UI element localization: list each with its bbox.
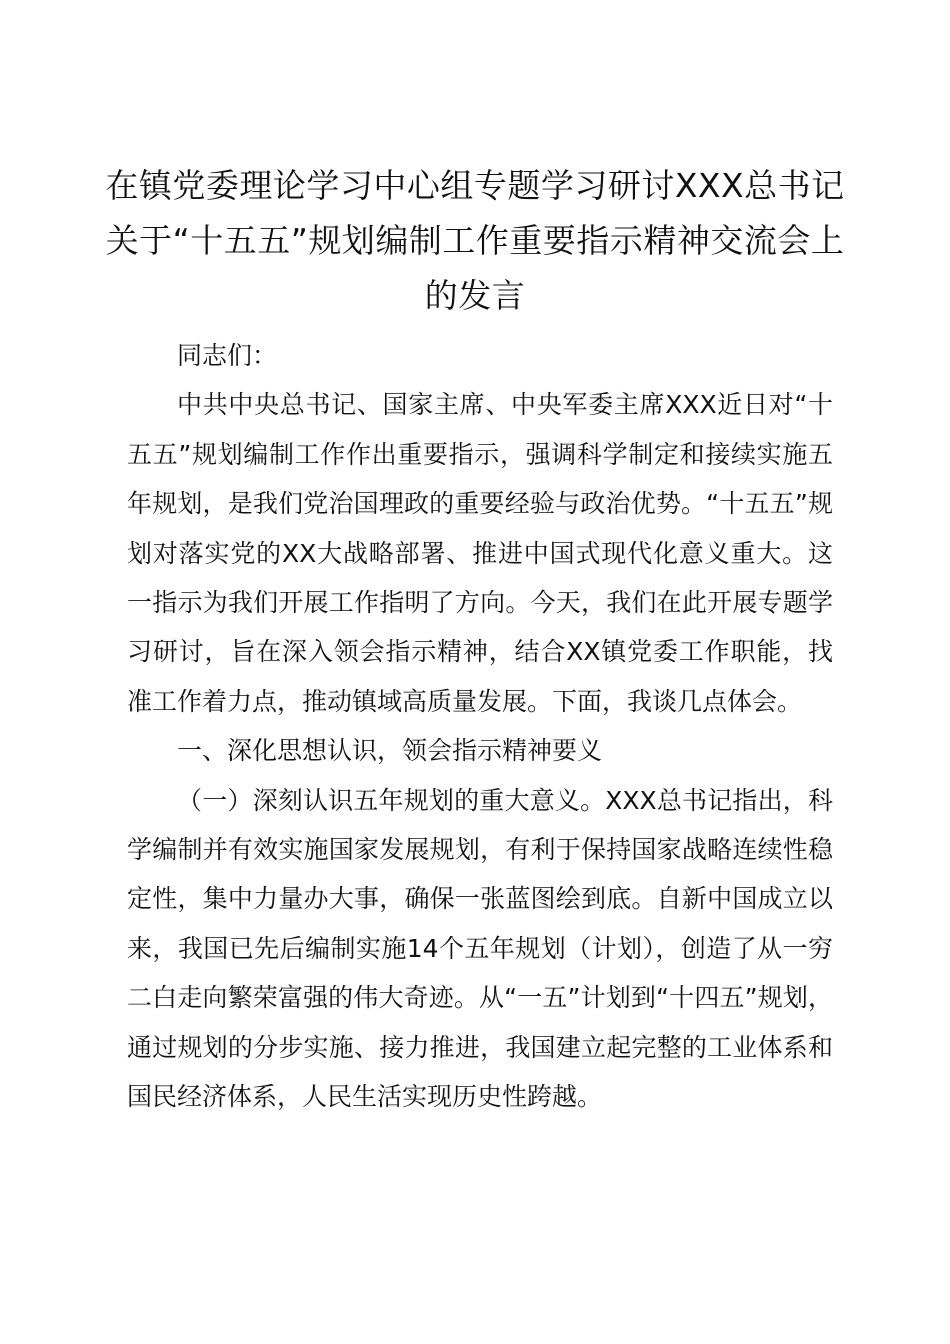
section-1-paragraph-1: （一）深刻认识五年规划的重大意义。XXX总书记指出，科学编制并有效实施国家发展规划，有利于保持国家战略连续性稳定性，集中力量办大事，确保一张蓝图绘到底。自新中国成立以来，我国已先后编制实施14个五年规划（计划），创造了从一穷二白走向繁荣富强的伟大奇迹。从“一五”计划到“十四五”规划，通过规划的分步实施、接力推进，我国建立起完整的工业体系和国民经济体系，人民生活实现历史性跨越。	[127, 785, 833, 1112]
section-heading-1: 一、深化思想认识，领会指示精神要义	[177, 736, 603, 766]
document-body	[127, 331, 833, 1122]
intro-paragraph: 中共中央总书记、国家主席、中央军委主席XXX近日对“十五五”规划编制工作作出重要指示，强调科学制定和接续实施五年规划，是我们党治国理政的重要经验与政治优势。“十五五”规划对落实党的XX大战略部署、推进中国式现代化意义重大。这一指示为我们开展工作指明了方向。今天，我们在此开展专题学习研讨，旨在深入领会指示精神，结合XX镇党委工作职能，找准工作着力点，推动镇域高质量发展。下面，我谈几点体会。	[127, 390, 833, 716]
salutation: 同志们：	[177, 341, 278, 370]
document-title: 在镇党委理论学习中心组专题学习研讨XXX总书记关于“十五五”规划编制工作重要指示精神交流会上的发言	[105, 166, 845, 315]
